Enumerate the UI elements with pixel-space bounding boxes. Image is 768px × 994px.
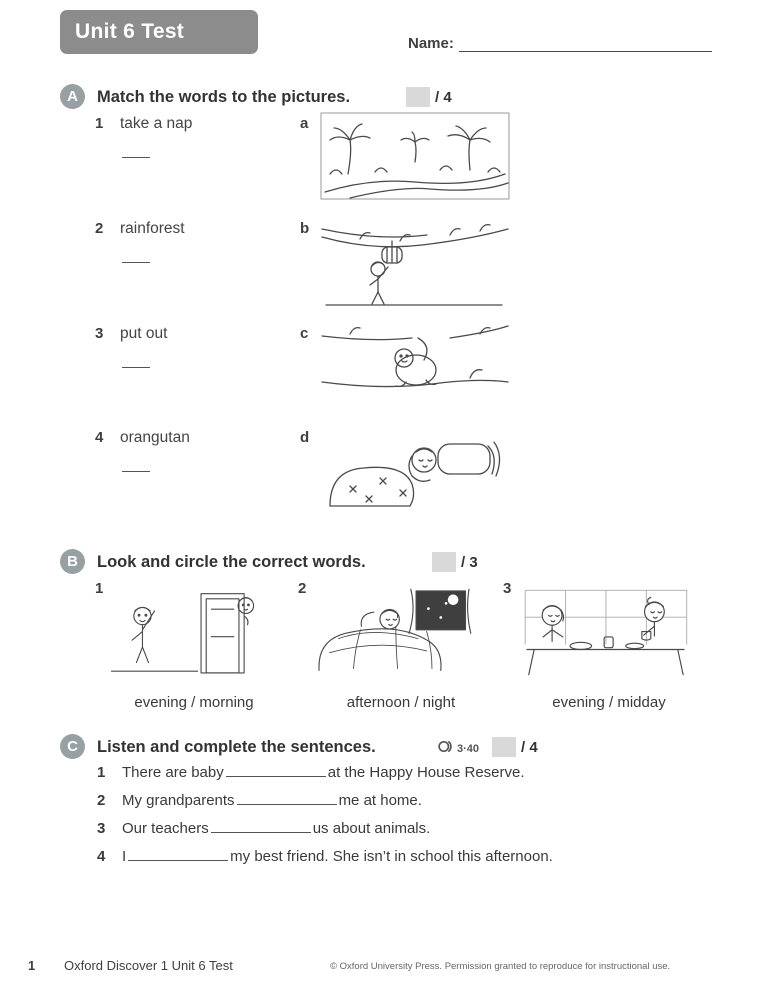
picture-3-midday-snack <box>518 578 693 686</box>
fill-in-blank <box>128 849 228 861</box>
section-b-title: Look and circle the correct words. <box>97 553 366 571</box>
fill-in-blank <box>211 821 311 833</box>
sentence-row <box>97 820 430 837</box>
match-item-word: orangutan <box>120 429 190 446</box>
picture-2-night-bed <box>312 578 484 686</box>
name-row <box>408 34 712 52</box>
page-number: 1 <box>28 958 36 973</box>
sentence-before: Our teachers <box>122 820 209 837</box>
section-c-badge: C <box>60 734 85 759</box>
sentence-after: my best friend. She isn’t in school this afternoon. <box>230 848 553 865</box>
picture-letter: c <box>300 325 309 342</box>
match-item-number: 4 <box>95 429 104 446</box>
section-a-title: Match the words to the pictures. <box>97 88 351 106</box>
section-c-title: Listen and complete the sentences. <box>97 738 376 756</box>
match-item-word: take a nap <box>120 115 193 132</box>
word-choices: evening / morning <box>134 694 254 711</box>
picture-b-put-out <box>320 217 510 309</box>
footer-copyright: © Oxford University Press. Permission granted to reproduce for instructional use. <box>330 961 671 972</box>
score-write-box <box>406 87 430 107</box>
name-write-line <box>459 34 712 52</box>
footer-book-title: Oxford Discover 1 Unit 6 Test <box>64 958 233 973</box>
name-label: Name: <box>408 35 454 52</box>
answer-blank-line <box>122 462 150 472</box>
sentence-number: 4 <box>97 848 106 865</box>
answer-blank-line <box>122 253 150 263</box>
picture-a-rainforest <box>320 112 510 200</box>
picture-letter: a <box>300 115 309 132</box>
section-a-badge: A <box>60 84 85 109</box>
unit-title-banner: Unit 6 Test <box>60 10 258 54</box>
picture-letter: d <box>300 429 310 446</box>
audio-track-number: 3·40 <box>457 743 480 755</box>
fill-in-blank <box>237 793 337 805</box>
sentence-after: me at home. <box>338 792 422 809</box>
answer-blank-line <box>122 358 150 368</box>
match-item-word: rainforest <box>120 220 185 237</box>
picture-c-orangutan <box>320 322 510 408</box>
score-write-box <box>432 552 456 572</box>
match-item-word: put out <box>120 325 168 342</box>
sentence-row <box>97 764 525 781</box>
match-item-number: 1 <box>95 115 104 132</box>
audio-icon <box>437 738 454 760</box>
sentence-row <box>97 792 422 809</box>
answer-blank-line <box>122 148 150 158</box>
word-choices: afternoon / night <box>346 694 456 711</box>
circle-item-number: 3 <box>503 580 512 597</box>
sentence-number: 1 <box>97 764 106 781</box>
circle-item-number: 2 <box>298 580 307 597</box>
word-choices: evening / midday <box>552 694 666 711</box>
section-a-score <box>406 87 452 107</box>
picture-d-take-a-nap <box>320 424 510 516</box>
picture-letter: b <box>300 220 310 237</box>
sentence-row <box>97 848 553 865</box>
match-item-number: 3 <box>95 325 104 342</box>
sentence-number: 3 <box>97 820 106 837</box>
section-c-score <box>492 737 538 757</box>
match-item-number: 2 <box>95 220 104 237</box>
sentence-before: I <box>122 848 127 865</box>
sentence-number: 2 <box>97 792 106 809</box>
score-value: / 4 <box>521 738 538 756</box>
sentence-after: at the Happy House Reserve. <box>327 764 525 781</box>
circle-item-number: 1 <box>95 580 104 597</box>
section-b-badge: B <box>60 549 85 574</box>
score-value: / 3 <box>461 553 478 571</box>
section-b-score <box>432 552 478 572</box>
sentence-before: There are baby <box>122 764 224 781</box>
score-value: / 4 <box>435 88 452 106</box>
score-write-box <box>492 737 516 757</box>
fill-in-blank <box>226 765 326 777</box>
audio-track-indicator <box>437 738 479 760</box>
picture-1-morning-door <box>108 578 276 686</box>
sentence-before: My grandparents <box>122 792 235 809</box>
sentence-after: us about animals. <box>312 820 431 837</box>
